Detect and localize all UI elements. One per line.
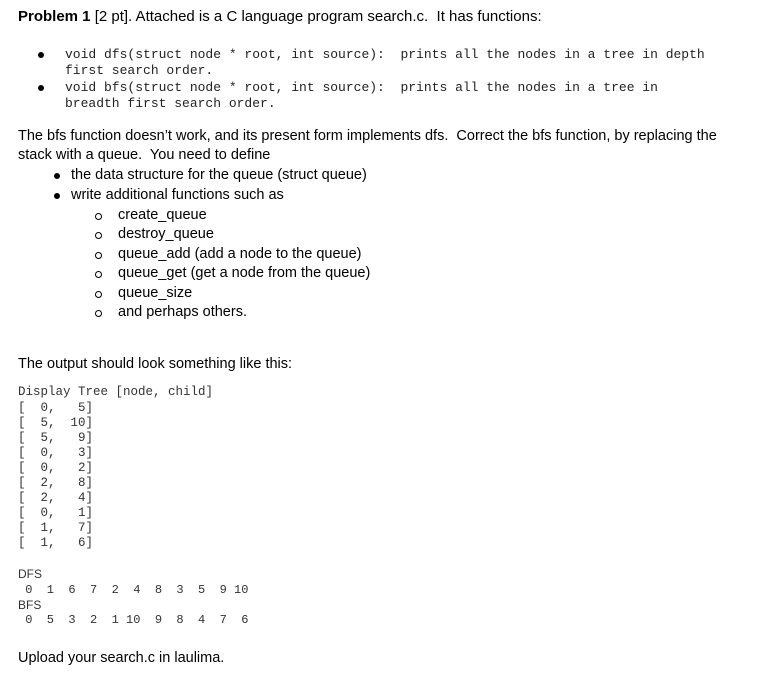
tree-row: [ 0, 5]	[18, 401, 94, 415]
problem-intro: [2 pt]. Attached is a C language program search.c. It has functions:	[90, 8, 542, 25]
tree-row: [ 5, 10]	[18, 416, 94, 430]
upload-instruction: Upload your search.c in laulima.	[18, 650, 225, 666]
tree-row: [ 2, 4]	[18, 491, 94, 505]
tree-row: [ 1, 7]	[18, 521, 94, 535]
bfs-function-desc: void bfs(struct node * root, int source): prints all the nodes in a tree in	[65, 80, 658, 95]
instruction-paragraph-cont: stack with a queue. You need to define	[18, 147, 271, 163]
subtask-item: and perhaps others.	[118, 304, 247, 320]
problem-number: Problem 1	[18, 8, 91, 25]
tree-header: Display Tree [node, child]	[18, 385, 214, 399]
bfs-function-desc-cont: breadth first search order.	[65, 96, 276, 111]
dfs-values: 0 1 6 7 2 4 8 3 5 9 10	[18, 583, 249, 597]
circle-bullet-icon	[95, 213, 102, 220]
circle-bullet-icon	[95, 252, 102, 259]
circle-bullet-icon	[95, 310, 102, 317]
subtask-item: queue_size	[118, 285, 193, 301]
subtask-item: queue_get (get a node from the queue)	[118, 265, 371, 281]
bullet-icon	[54, 173, 60, 179]
bullet-icon	[38, 52, 44, 58]
dfs-label: DFS	[18, 567, 42, 581]
tree-row: [ 0, 2]	[18, 461, 94, 475]
tree-row: [ 2, 8]	[18, 476, 94, 490]
problem-title	[18, 8, 542, 25]
subtask-item: create_queue	[118, 207, 207, 223]
circle-bullet-icon	[95, 291, 102, 298]
circle-bullet-icon	[95, 271, 102, 278]
dfs-function-desc-cont: first search order.	[65, 63, 214, 78]
output-intro: The output should look something like this:	[18, 356, 293, 372]
task-item: write additional functions such as	[71, 187, 284, 203]
bfs-values: 0 5 3 2 1 10 9 8 4 7 6	[18, 613, 249, 627]
task-item: the data structure for the queue (struct queue)	[71, 167, 367, 183]
tree-row: [ 1, 6]	[18, 536, 94, 550]
tree-row: [ 0, 1]	[18, 506, 94, 520]
tree-row: [ 0, 3]	[18, 446, 94, 460]
circle-bullet-icon	[95, 232, 102, 239]
bullet-icon	[38, 85, 44, 91]
bullet-icon	[54, 193, 60, 199]
subtask-item: queue_add (add a node to the queue)	[118, 246, 362, 262]
dfs-function-desc: void dfs(struct node * root, int source): prints all the nodes in a tree in depth	[65, 47, 705, 62]
bfs-label: BFS	[18, 598, 42, 612]
subtask-item: destroy_queue	[118, 226, 214, 242]
tree-row: [ 5, 9]	[18, 431, 94, 445]
instruction-paragraph: The bfs function doesn’t work, and its present form implements dfs. Correct the bfs function, by replacing the	[18, 128, 717, 144]
